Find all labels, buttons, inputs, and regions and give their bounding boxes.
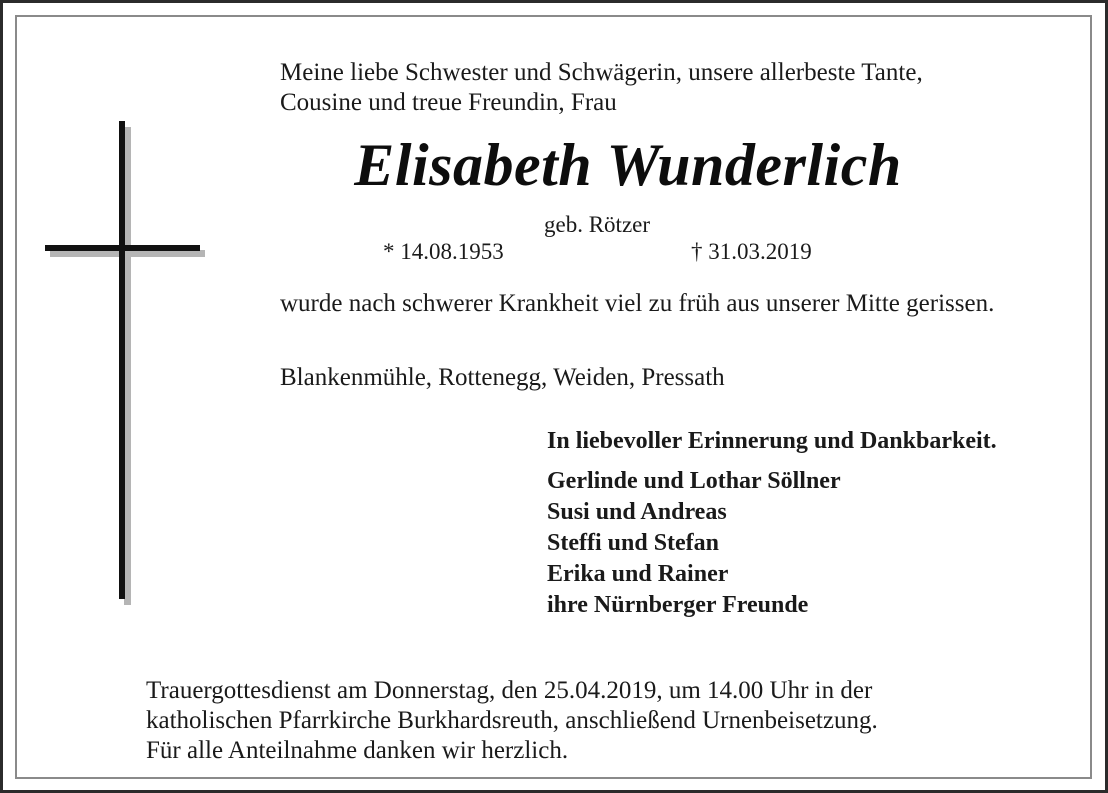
mourner-entry: ihre Nürnberger Freunde: [547, 592, 809, 618]
mourner-entry: Steffi und Stefan: [547, 530, 720, 556]
cross-shadow-horizontal: [50, 250, 205, 257]
mourner-entry: Gerlinde und Lothar Söllner: [547, 468, 841, 494]
mourners-list: [547, 466, 841, 621]
maiden-name: geb. Rötzer: [544, 212, 651, 237]
deceased-name: Elisabeth Wunderlich: [354, 132, 902, 198]
intro-text: [280, 58, 923, 118]
birth-date: * 14.08.1953: [383, 239, 504, 264]
closing-line: In liebevoller Erinnerung und Dankbarkeit.: [547, 428, 997, 454]
intro-line: Cousine und treue Freundin, Frau: [280, 89, 617, 116]
places-line: Blankenmühle, Rottenegg, Weiden, Pressath: [280, 364, 725, 391]
passing-statement: wurde nach schwerer Krankheit viel zu früh aus unserer Mitte gerissen.: [280, 290, 995, 317]
thanks-line: Für alle Anteilnahme danken wir herzlich.: [146, 737, 569, 764]
death-date: † 31.03.2019: [691, 239, 812, 264]
service-line: Trauergottesdienst am Donnerstag, den 25.04.2019, um 14.00 Uhr in der: [146, 677, 873, 704]
cross-bar-horizontal: [45, 245, 200, 251]
mourner-entry: Susi und Andreas: [547, 499, 727, 525]
service-details: [146, 676, 878, 766]
service-line: katholischen Pfarrkirche Burkhardsreuth, anschließend Urnenbeisetzung.: [146, 707, 878, 734]
mourner-entry: Erika und Rainer: [547, 561, 729, 587]
intro-line: Meine liebe Schwester und Schwägerin, unsere allerbeste Tante,: [280, 59, 923, 86]
